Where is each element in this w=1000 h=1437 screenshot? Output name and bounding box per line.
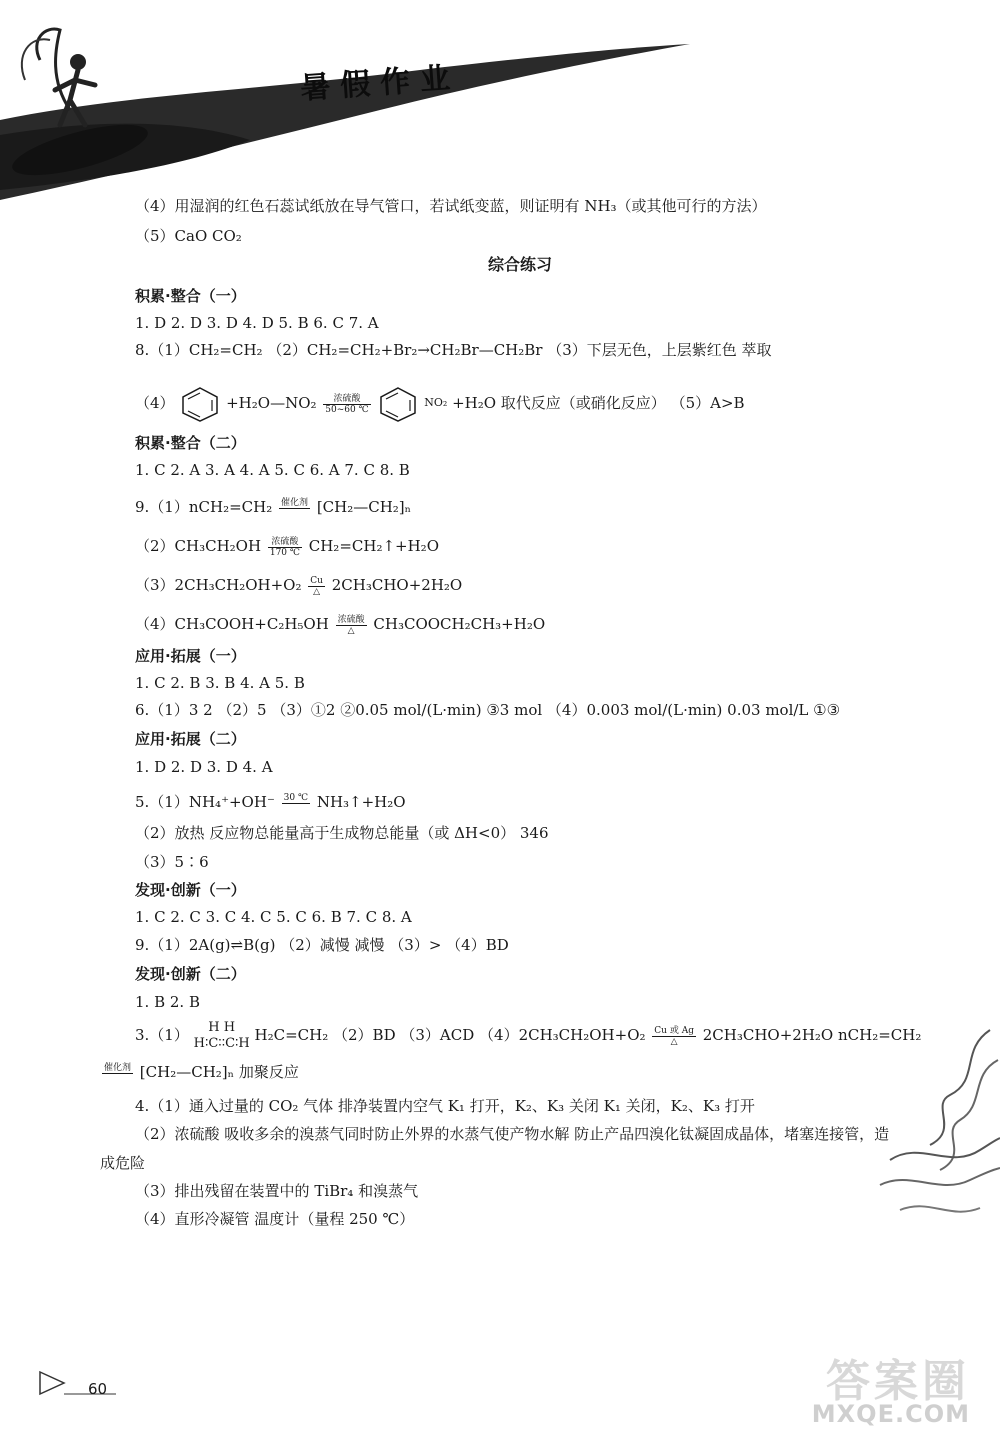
section-heading: 应用·拓展（一）: [135, 647, 246, 665]
answer-line: 1. C 2. C 3. C 4. C 5. C 6. B 7. C 8. A: [135, 908, 412, 926]
answer-line: （4）用湿润的红色石蕊试纸放在导气管口，若试纸变蓝，则证明有 NH₃（或其他可行的方法）: [135, 197, 767, 215]
item-label: （4）: [135, 394, 175, 412]
reactant: +H₂O—NO₂: [226, 394, 317, 412]
answer-line: 9.（1）nCH₂=CH₂ 催化剂 [CH₂—CH₂]ₙ: [135, 497, 411, 519]
answer-line: 1. B 2. B: [135, 993, 200, 1011]
page-number: 60: [88, 1380, 108, 1398]
reaction-arrow: 浓硫酸 170 ℃: [269, 536, 300, 558]
answer-line: 3.（1） H H H∶C∶∶C∶H H₂C=CH₂ （2）BD （3）ACD （4）2CH₃CH₂OH+O₂ Cu 或 Ag △ 2CH₃CHO+2H₂O nCH₂=CH₂: [135, 1020, 922, 1051]
reaction-arrow: Cu △: [310, 575, 323, 597]
answer-line: 1. C 2. A 3. A 4. A 5. C 6. A 7. C 8. B: [135, 461, 410, 479]
answer-line: （2）CH₃CH₂OH 浓硫酸 170 ℃ CH₂=CH₂↑+H₂O: [135, 536, 439, 558]
reaction-arrow: 催化剂: [281, 497, 309, 508]
answer-line: 9.（1）2A(g)⇌B(g) （2）减慢 减慢 （3）> （4）BD: [135, 936, 509, 954]
answer-line: 5.（1）NH₄⁺+OH⁻ 30 ℃ NH₃↑+H₂O: [135, 792, 406, 814]
answer-line: （4）直形冷凝管 温度计（量程 250 ℃）: [135, 1210, 415, 1228]
reaction-arrow: Cu 或 Ag △: [654, 1025, 694, 1047]
answer-line: （2）放热 反应物总能量高于生成物总能量（或 ΔH<0） 346: [135, 824, 549, 842]
answer-line: 4.（1）通入过量的 CO₂ 气体 排净装置内空气 K₁ 打开，K₂、K₃ 关闭 K₁ 关闭，K₂、K₃ 打开: [135, 1097, 755, 1115]
benzene-ring-icon: [179, 386, 221, 422]
answer-line: （2）浓硫酸 吸收多余的溴蒸气同时防止外界的水蒸气使产物水解 防止产品四溴化钛凝固成晶体，堵塞连接管，造: [135, 1125, 890, 1143]
section-heading: 发现·创新（二）: [135, 965, 246, 983]
answer-line: （3）5∶6: [135, 853, 209, 871]
answer-line: 8.（1）CH₂=CH₂ （2）CH₂=CH₂+Br₂→CH₂Br—CH₂Br （3）下层无色，上层紫红色 萃取: [135, 341, 772, 359]
reaction-arrow: 30 ℃: [283, 792, 309, 803]
product: +H₂O 取代反应（或硝化反应） （5）A>B: [452, 394, 745, 412]
section-heading: 应用·拓展（二）: [135, 730, 246, 748]
answer-line: 成危险: [100, 1154, 146, 1172]
banner-title: 暑假作业: [299, 60, 462, 107]
watermark-text: MXQE.COM: [811, 1400, 970, 1428]
section-heading: 积累·整合（一）: [135, 287, 246, 305]
reversible-arrow: 浓硫酸 △: [337, 614, 365, 636]
answer-line: （3）2CH₃CH₂OH+O₂ Cu △ 2CH₃CHO+2H₂O: [135, 575, 463, 597]
section-heading: 发现·创新（一）: [135, 881, 246, 899]
section-heading: 积累·整合（二）: [135, 434, 246, 452]
answer-line: （4）CH₃COOH+C₂H₅OH 浓硫酸 △ CH₃COOCH₂CH₃+H₂O: [135, 614, 546, 636]
nitrobenzene-ring-icon: [377, 386, 419, 422]
answer-line: 1. D 2. D 3. D 4. D 5. B 6. C 7. A: [135, 314, 379, 332]
reaction-arrow: 催化剂: [104, 1062, 132, 1073]
section-title: 综合练习: [488, 255, 553, 274]
answer-line: 1. C 2. B 3. B 4. A 5. B: [135, 674, 305, 692]
answer-line: 6.（1）3 2 （2）5 （3）①2 ②0.05 mol/(L·min) ③3 mol （4）0.003 mol/(L·min) 0.03 mol/L ①③: [135, 701, 841, 719]
wave-decoration: [870, 1020, 1000, 1240]
answer-line: 催化剂 [CH₂—CH₂]ₙ 加聚反应: [100, 1062, 299, 1084]
answer-line: 1. D 2. D 3. D 4. A: [135, 758, 273, 776]
nitro-group: NO₂: [424, 396, 448, 409]
ethylene-lewis-structure: H H H∶C∶∶C∶H: [193, 1020, 250, 1051]
answer-line: （3）排出残留在装置中的 TiBr₄ 和溴蒸气: [135, 1182, 419, 1200]
answer-line-nitration: [135, 385, 745, 422]
watermark-logo: 答案圈: [826, 1356, 970, 1407]
answer-line: （5）CaO CO₂: [135, 227, 242, 245]
reaction-arrow: 浓硫酸 50~60 ℃: [325, 393, 369, 415]
